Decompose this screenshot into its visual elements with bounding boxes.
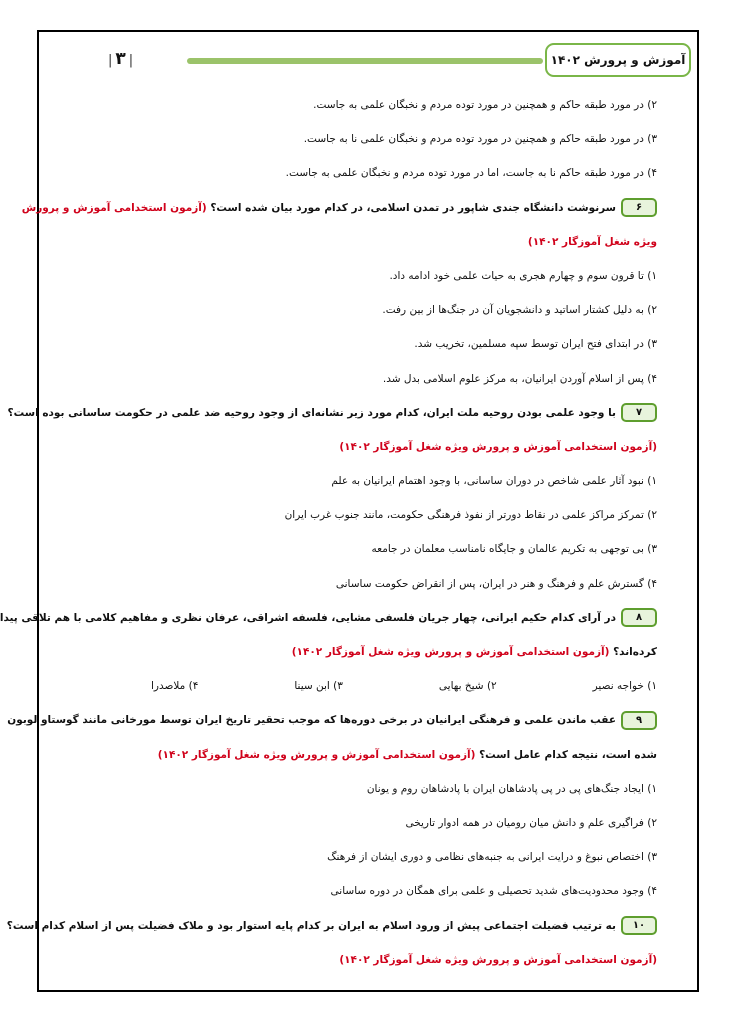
question-6 [21,191,657,225]
question-number-badge: ۷ [621,403,657,422]
question-number-badge: ۶ [621,198,657,217]
question-text: با وجود علمی بودن روحیه ملت ایران، کدام مورد زیر نشانه‌ای از وجود روحیه ضد علمی در حکومت ساسانی بوده است؟ [7,406,616,419]
question-source: (آزمون استخدامی آموزش و پرورش ویژه شغل آموزگار ۱۴۰۲) [157,748,476,761]
question-text-cont: شده است، نتیجه کدام عامل است؟ [479,748,657,761]
question-text: عقب ماندن علمی و فرهنگی ایرانیان در برخی دوره‌ها که موجب تحقیر تاریخ ایران توسط مورخانی مانند گوستاو لوبون [7,714,616,727]
question-number-badge: ۸ [621,608,657,627]
option-2: ۲) شیخ بهایی [438,680,497,693]
question-source: (آزمون استخدامی آموزش و پرورش ویژه شغل آموزگار ۱۴۰۲) [339,953,657,966]
question-text-cont: کرده‌اند؟ [613,646,657,658]
question-10 [6,909,657,943]
question-text: سرنوشت دانشگاه جندی شاپور در تمدن اسلامی، در کدام مورد بیان شده است؟ [210,201,616,214]
header-divider [187,58,543,64]
option-4: ۴) ملاصدرا [151,680,199,693]
question-number-badge: ۹ [621,711,657,730]
header-title: آموزش و پرورش ۱۴۰۲ [550,53,686,67]
question-source-cont: ویژه شغل آموزگار ۱۴۰۲) [527,235,657,248]
option-line: ۴) گسترش علم و فرهنگ و هنر در ایران، پس از انقراض حکومت ساسانی [335,577,657,590]
question-source: (آزمون استخدامی آموزش و پرورش ویژه شغل آموزگار ۱۴۰۲) [339,440,657,453]
question-source: (آزمون استخدامی آموزش و پرورش [21,201,207,214]
option-line: ۴) وجود محدودیت‌های شدید تحصیلی و علمی برای همگان در دوره ساسانی [330,885,657,898]
option-line: ۴) در مورد طبقه حاکم نا به جاست، اما در مورد توده مردم و نخبگان علمی به جاست. [285,167,657,180]
option-line: ۴) پس از اسلام آوردن ایرانیان، به مرکز علوم اسلامی بدل شد. [382,372,657,385]
option-line: ۱) نبود آثار علمی شاخص در دوران ساسانی، با وجود اهتمام ایرانیان به علم [331,475,657,488]
option-line: ۳) در ابتدای فتح ایران توسط سپه مسلمین، تخریب شد. [414,338,657,351]
question-8-cont [81,635,657,669]
option-3: ۳) ابن سینا [294,680,343,693]
option-line: ۱) ایجاد جنگ‌های پی در پی پادشاهان ایران با پادشاهان روم و یونان [366,782,657,795]
page-number-value: ۳ [115,49,126,69]
option-line: ۳) در مورد طبقه حاکم و همچنین در مورد توده مردم و نخبگان علمی نا به جاست. [303,133,657,146]
option-line: ۲) به دلیل کشتار اساتید و دانشجویان آن در جنگ‌ها از بین رفت. [382,304,657,317]
question-9-cont [81,738,657,772]
option-line: ۲) فراگیری علم و دانش میان رومیان در همه ادوار تاریخی [405,816,657,829]
header-title-box [545,43,691,77]
option-line: ۲) در مورد طبقه حاکم و همچنین در مورد توده مردم و نخبگان علمی به جاست. [313,99,657,111]
option-1: ۱) خواجه نصیر [592,680,657,693]
question-number-badge: ۱۰ [621,916,657,935]
page-content [0,88,657,977]
option-line: ۳) بی توجهی به تکریم عالمان و جایگاه نامناسب معلمان در جامعه [371,543,657,556]
question-9 [7,703,657,737]
question-text: در آرای کدام حکیم ایرانی، چهار جریان فلسفی مشایی، فلسفه اشراقی، عرفان نظری و مفاهیم کلامی با هم تلاقی پیدا [0,611,616,624]
option-line: ۳) اختصاص نبوغ و درایت ایرانی به جنبه‌های نظامی و دوری ایشان از فرهنگ [327,851,657,864]
page-number: | ۳ | [108,49,134,69]
question-source: (آزمون استخدامی آموزش و پرورش ویژه شغل آموزگار ۱۴۰۲) [291,646,610,658]
option-line: ۲) تمرکز مراکز علمی در نقاط دورتر از نفوذ فرهنگی حکومت، مانند جنوب غرب ایران [284,509,657,522]
question-8 [0,601,657,635]
question-text: به ترتیب فضیلت اجتماعی پیش از ورود اسلام به ایران بر کدام پایه استوار بود و ملاک فضیلت پس از اسلام کدام است؟ [6,919,616,932]
question-7 [7,396,657,430]
option-row [81,669,657,703]
option-line: ۱) تا قرون سوم و چهارم هجری به حیات علمی خود ادامه داد. [389,269,657,282]
